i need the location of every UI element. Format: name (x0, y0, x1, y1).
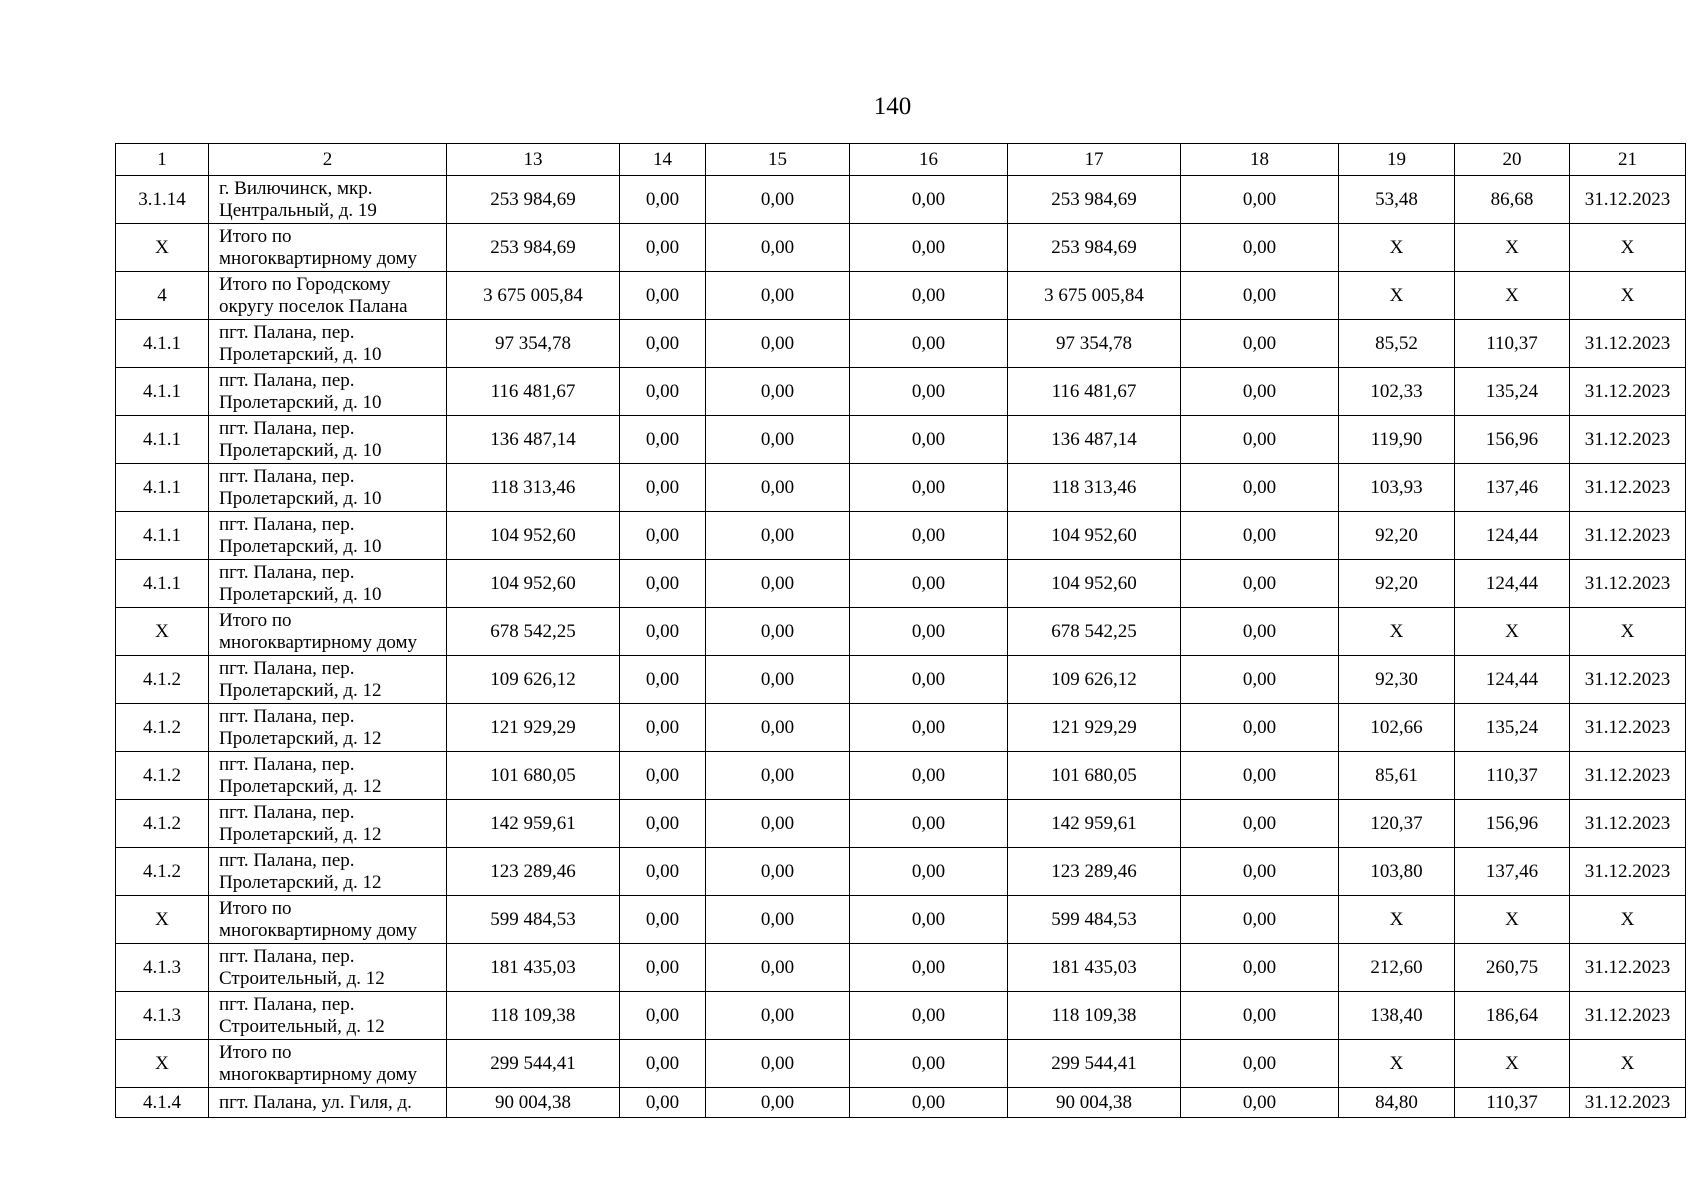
cell-col-17: 299 544,41 (1008, 1040, 1181, 1088)
cell-col-18: 0,00 (1181, 320, 1339, 368)
cell-col-18: 0,00 (1181, 272, 1339, 320)
table-row (116, 992, 1686, 1040)
cell-col-20: 156,96 (1455, 416, 1570, 464)
cell-row-number: 4.1.4 (116, 1088, 209, 1118)
cell-row-number: 4.1.1 (116, 512, 209, 560)
cell-col-21: 31.12.2023 (1570, 416, 1686, 464)
cell-col-18: 0,00 (1181, 896, 1339, 944)
cell-col-21: 31.12.2023 (1570, 464, 1686, 512)
cell-col-20: 156,96 (1455, 800, 1570, 848)
cell-col-17: 181 435,03 (1008, 944, 1181, 992)
column-header: 21 (1570, 144, 1686, 176)
cell-col-21: 31.12.2023 (1570, 1088, 1686, 1118)
cell-col-19: 85,61 (1339, 752, 1455, 800)
column-header: 15 (706, 144, 850, 176)
cell-address: пгт. Палана, пер. Строительный, д. 12 (209, 992, 447, 1040)
table-row (116, 464, 1686, 512)
cell-row-number: Х (116, 896, 209, 944)
cell-col-20: 110,37 (1455, 320, 1570, 368)
cell-col-17: 118 313,46 (1008, 464, 1181, 512)
cell-row-number: Х (116, 224, 209, 272)
cell-col-13: 116 481,67 (447, 368, 620, 416)
column-header: 2 (209, 144, 447, 176)
cell-col-18: 0,00 (1181, 656, 1339, 704)
cell-address: пгт. Палана, пер. Пролетарский, д. 10 (209, 320, 447, 368)
cell-col-21: 31.12.2023 (1570, 752, 1686, 800)
cell-col-14: 0,00 (620, 272, 706, 320)
cell-col-20: Х (1455, 1040, 1570, 1088)
cell-col-17: 97 354,78 (1008, 320, 1181, 368)
cell-col-20: Х (1455, 224, 1570, 272)
cell-col-14: 0,00 (620, 704, 706, 752)
cell-col-17: 118 109,38 (1008, 992, 1181, 1040)
table-row (116, 512, 1686, 560)
cell-address: пгт. Палана, пер. Пролетарский, д. 10 (209, 368, 447, 416)
cell-col-18: 0,00 (1181, 176, 1339, 224)
cell-col-19: 103,93 (1339, 464, 1455, 512)
table-row (116, 608, 1686, 656)
cell-col-15: 0,00 (706, 704, 850, 752)
cell-col-13: 101 680,05 (447, 752, 620, 800)
column-header: 14 (620, 144, 706, 176)
cell-col-20: 124,44 (1455, 560, 1570, 608)
cell-col-14: 0,00 (620, 656, 706, 704)
cell-col-17: 3 675 005,84 (1008, 272, 1181, 320)
cell-col-16: 0,00 (850, 1040, 1008, 1088)
table-row (116, 560, 1686, 608)
cell-col-19: 212,60 (1339, 944, 1455, 992)
cell-col-13: 253 984,69 (447, 176, 620, 224)
cell-col-14: 0,00 (620, 416, 706, 464)
table-row (116, 272, 1686, 320)
cell-col-20: 110,37 (1455, 1088, 1570, 1118)
cell-col-18: 0,00 (1181, 512, 1339, 560)
table-row (116, 368, 1686, 416)
cell-col-18: 0,00 (1181, 608, 1339, 656)
table-row (116, 656, 1686, 704)
table-body (116, 144, 1686, 1118)
cell-col-14: 0,00 (620, 224, 706, 272)
table-row (116, 848, 1686, 896)
cell-col-13: 3 675 005,84 (447, 272, 620, 320)
cell-col-17: 90 004,38 (1008, 1088, 1181, 1118)
cell-col-16: 0,00 (850, 752, 1008, 800)
cell-row-number: 4.1.2 (116, 704, 209, 752)
cell-col-18: 0,00 (1181, 368, 1339, 416)
cell-col-21: Х (1570, 608, 1686, 656)
cell-col-15: 0,00 (706, 176, 850, 224)
table-row (116, 800, 1686, 848)
cell-col-13: 181 435,03 (447, 944, 620, 992)
cell-col-17: 116 481,67 (1008, 368, 1181, 416)
cell-col-21: 31.12.2023 (1570, 800, 1686, 848)
cell-col-21: 31.12.2023 (1570, 992, 1686, 1040)
cell-col-21: 31.12.2023 (1570, 560, 1686, 608)
cell-col-16: 0,00 (850, 704, 1008, 752)
cell-col-13: 253 984,69 (447, 224, 620, 272)
cell-col-21: 31.12.2023 (1570, 320, 1686, 368)
column-header: 1 (116, 144, 209, 176)
cell-col-21: Х (1570, 272, 1686, 320)
cell-col-14: 0,00 (620, 512, 706, 560)
table-row (116, 944, 1686, 992)
cell-row-number: 4.1.1 (116, 416, 209, 464)
cell-col-13: 118 109,38 (447, 992, 620, 1040)
cell-col-14: 0,00 (620, 992, 706, 1040)
cell-col-21: 31.12.2023 (1570, 704, 1686, 752)
cell-address: Итого по Городскому округу поселок Палана (209, 272, 447, 320)
cell-row-number: Х (116, 608, 209, 656)
cell-address: Итого по многоквартирному дому (209, 224, 447, 272)
cell-address: г. Вилючинск, мкр. Центральный, д. 19 (209, 176, 447, 224)
cell-col-19: 102,66 (1339, 704, 1455, 752)
table-row (116, 224, 1686, 272)
table-row (116, 320, 1686, 368)
cell-col-17: 678 542,25 (1008, 608, 1181, 656)
column-header-row (116, 144, 1686, 176)
cell-col-19: 92,20 (1339, 560, 1455, 608)
cell-col-18: 0,00 (1181, 560, 1339, 608)
cell-col-16: 0,00 (850, 992, 1008, 1040)
cell-col-15: 0,00 (706, 416, 850, 464)
cell-col-20: 124,44 (1455, 512, 1570, 560)
cell-col-18: 0,00 (1181, 992, 1339, 1040)
cell-col-19: 120,37 (1339, 800, 1455, 848)
cell-col-15: 0,00 (706, 560, 850, 608)
cell-col-19: 103,80 (1339, 848, 1455, 896)
cell-col-18: 0,00 (1181, 704, 1339, 752)
cell-col-15: 0,00 (706, 752, 850, 800)
table-row (116, 704, 1686, 752)
cell-col-17: 121 929,29 (1008, 704, 1181, 752)
cell-col-16: 0,00 (850, 512, 1008, 560)
cell-col-17: 104 952,60 (1008, 560, 1181, 608)
cell-row-number: 4.1.3 (116, 992, 209, 1040)
cell-col-16: 0,00 (850, 800, 1008, 848)
column-header: 20 (1455, 144, 1570, 176)
cell-address: пгт. Палана, пер. Пролетарский, д. 12 (209, 848, 447, 896)
cell-col-18: 0,00 (1181, 800, 1339, 848)
cell-address: Итого по многоквартирному дому (209, 1040, 447, 1088)
cell-col-17: 109 626,12 (1008, 656, 1181, 704)
cell-col-15: 0,00 (706, 992, 850, 1040)
cell-col-13: 142 959,61 (447, 800, 620, 848)
cell-col-18: 0,00 (1181, 416, 1339, 464)
cell-col-18: 0,00 (1181, 944, 1339, 992)
cell-col-19: 92,20 (1339, 512, 1455, 560)
cell-col-19: 84,80 (1339, 1088, 1455, 1118)
cell-col-13: 118 313,46 (447, 464, 620, 512)
cell-col-15: 0,00 (706, 848, 850, 896)
cell-row-number: 4.1.2 (116, 656, 209, 704)
column-header: 17 (1008, 144, 1181, 176)
cell-col-18: 0,00 (1181, 464, 1339, 512)
cell-row-number: 3.1.14 (116, 176, 209, 224)
cell-col-16: 0,00 (850, 464, 1008, 512)
cell-col-13: 299 544,41 (447, 1040, 620, 1088)
cell-col-16: 0,00 (850, 224, 1008, 272)
cell-col-16: 0,00 (850, 272, 1008, 320)
cell-col-14: 0,00 (620, 608, 706, 656)
cell-row-number: 4.1.1 (116, 368, 209, 416)
cell-row-number: 4.1.1 (116, 560, 209, 608)
cell-col-13: 109 626,12 (447, 656, 620, 704)
cell-col-13: 599 484,53 (447, 896, 620, 944)
cell-col-15: 0,00 (706, 368, 850, 416)
cell-col-18: 0,00 (1181, 224, 1339, 272)
cell-col-20: 124,44 (1455, 656, 1570, 704)
column-header: 19 (1339, 144, 1455, 176)
data-table (115, 143, 1686, 1118)
cell-col-17: 253 984,69 (1008, 224, 1181, 272)
cell-address: пгт. Палана, пер. Пролетарский, д. 12 (209, 752, 447, 800)
cell-col-13: 104 952,60 (447, 512, 620, 560)
cell-col-14: 0,00 (620, 560, 706, 608)
cell-col-17: 253 984,69 (1008, 176, 1181, 224)
cell-col-21: Х (1570, 1040, 1686, 1088)
cell-col-16: 0,00 (850, 896, 1008, 944)
column-header: 16 (850, 144, 1008, 176)
cell-row-number: 4.1.1 (116, 320, 209, 368)
cell-row-number: 4.1.2 (116, 752, 209, 800)
cell-col-21: 31.12.2023 (1570, 512, 1686, 560)
cell-row-number: 4.1.1 (116, 464, 209, 512)
cell-col-13: 121 929,29 (447, 704, 620, 752)
cell-col-19: Х (1339, 608, 1455, 656)
cell-col-15: 0,00 (706, 464, 850, 512)
cell-col-19: 85,52 (1339, 320, 1455, 368)
cell-col-13: 136 487,14 (447, 416, 620, 464)
cell-col-15: 0,00 (706, 224, 850, 272)
cell-col-15: 0,00 (706, 272, 850, 320)
cell-col-14: 0,00 (620, 944, 706, 992)
cell-col-14: 0,00 (620, 368, 706, 416)
cell-address: пгт. Палана, пер. Пролетарский, д. 10 (209, 560, 447, 608)
cell-col-21: 31.12.2023 (1570, 656, 1686, 704)
table-row (116, 1040, 1686, 1088)
cell-col-20: 110,37 (1455, 752, 1570, 800)
cell-col-15: 0,00 (706, 656, 850, 704)
cell-col-18: 0,00 (1181, 848, 1339, 896)
cell-col-19: Х (1339, 272, 1455, 320)
cell-col-16: 0,00 (850, 416, 1008, 464)
cell-col-14: 0,00 (620, 1040, 706, 1088)
cell-col-21: 31.12.2023 (1570, 944, 1686, 992)
cell-col-21: 31.12.2023 (1570, 368, 1686, 416)
cell-col-20: Х (1455, 608, 1570, 656)
cell-col-20: 186,64 (1455, 992, 1570, 1040)
cell-col-16: 0,00 (850, 608, 1008, 656)
cell-col-15: 0,00 (706, 1040, 850, 1088)
cell-col-19: Х (1339, 224, 1455, 272)
cell-row-number: 4.1.3 (116, 944, 209, 992)
cell-col-14: 0,00 (620, 896, 706, 944)
cell-col-17: 599 484,53 (1008, 896, 1181, 944)
cell-row-number: 4 (116, 272, 209, 320)
cell-col-15: 0,00 (706, 320, 850, 368)
cell-col-16: 0,00 (850, 848, 1008, 896)
cell-col-15: 0,00 (706, 944, 850, 992)
cell-col-15: 0,00 (706, 608, 850, 656)
cell-address: пгт. Палана, пер. Пролетарский, д. 12 (209, 704, 447, 752)
table-row (116, 416, 1686, 464)
cell-col-14: 0,00 (620, 464, 706, 512)
cell-col-15: 0,00 (706, 1088, 850, 1118)
cell-col-19: 138,40 (1339, 992, 1455, 1040)
cell-col-16: 0,00 (850, 1088, 1008, 1118)
cell-col-20: Х (1455, 272, 1570, 320)
cell-address: пгт. Палана, пер. Пролетарский, д. 10 (209, 464, 447, 512)
cell-col-17: 104 952,60 (1008, 512, 1181, 560)
cell-col-17: 136 487,14 (1008, 416, 1181, 464)
cell-address: Итого по многоквартирному дому (209, 608, 447, 656)
cell-address: пгт. Палана, пер. Пролетарский, д. 10 (209, 416, 447, 464)
cell-row-number: Х (116, 1040, 209, 1088)
cell-col-19: Х (1339, 896, 1455, 944)
cell-col-13: 678 542,25 (447, 608, 620, 656)
cell-col-14: 0,00 (620, 320, 706, 368)
table-row (116, 1088, 1686, 1118)
cell-address: пгт. Палана, пер. Пролетарский, д. 10 (209, 512, 447, 560)
table-row (116, 752, 1686, 800)
cell-col-18: 0,00 (1181, 752, 1339, 800)
cell-col-16: 0,00 (850, 944, 1008, 992)
cell-col-15: 0,00 (706, 800, 850, 848)
cell-col-20: 137,46 (1455, 848, 1570, 896)
cell-col-18: 0,00 (1181, 1088, 1339, 1118)
cell-col-21: Х (1570, 896, 1686, 944)
cell-col-21: 31.12.2023 (1570, 848, 1686, 896)
cell-address: пгт. Палана, пер. Строительный, д. 12 (209, 944, 447, 992)
column-header: 18 (1181, 144, 1339, 176)
cell-col-19: 53,48 (1339, 176, 1455, 224)
cell-col-20: 260,75 (1455, 944, 1570, 992)
cell-col-19: 102,33 (1339, 368, 1455, 416)
cell-col-21: 31.12.2023 (1570, 176, 1686, 224)
cell-col-18: 0,00 (1181, 1040, 1339, 1088)
cell-col-20: Х (1455, 896, 1570, 944)
cell-col-20: 135,24 (1455, 368, 1570, 416)
cell-col-13: 123 289,46 (447, 848, 620, 896)
cell-col-21: Х (1570, 224, 1686, 272)
cell-col-14: 0,00 (620, 1088, 706, 1118)
cell-col-16: 0,00 (850, 320, 1008, 368)
cell-col-15: 0,00 (706, 896, 850, 944)
cell-col-13: 104 952,60 (447, 560, 620, 608)
cell-row-number: 4.1.2 (116, 800, 209, 848)
cell-col-17: 101 680,05 (1008, 752, 1181, 800)
cell-address: Итого по многоквартирному дому (209, 896, 447, 944)
cell-col-16: 0,00 (850, 560, 1008, 608)
cell-col-20: 137,46 (1455, 464, 1570, 512)
cell-col-17: 123 289,46 (1008, 848, 1181, 896)
cell-col-16: 0,00 (850, 176, 1008, 224)
cell-col-17: 142 959,61 (1008, 800, 1181, 848)
cell-col-16: 0,00 (850, 368, 1008, 416)
cell-col-13: 97 354,78 (447, 320, 620, 368)
cell-col-14: 0,00 (620, 176, 706, 224)
cell-col-20: 86,68 (1455, 176, 1570, 224)
cell-col-14: 0,00 (620, 800, 706, 848)
cell-col-15: 0,00 (706, 512, 850, 560)
cell-address: пгт. Палана, пер. Пролетарский, д. 12 (209, 800, 447, 848)
cell-col-14: 0,00 (620, 752, 706, 800)
table-row (116, 896, 1686, 944)
cell-col-14: 0,00 (620, 848, 706, 896)
cell-col-20: 135,24 (1455, 704, 1570, 752)
cell-col-19: 119,90 (1339, 416, 1455, 464)
cell-col-19: 92,30 (1339, 656, 1455, 704)
cell-col-16: 0,00 (850, 656, 1008, 704)
page-number: 140 (873, 93, 912, 120)
cell-row-number: 4.1.2 (116, 848, 209, 896)
column-header: 13 (447, 144, 620, 176)
table-row (116, 176, 1686, 224)
cell-address: пгт. Палана, ул. Гиля, д. (209, 1088, 447, 1118)
cell-col-19: Х (1339, 1040, 1455, 1088)
cell-address: пгт. Палана, пер. Пролетарский, д. 12 (209, 656, 447, 704)
cell-col-13: 90 004,38 (447, 1088, 620, 1118)
